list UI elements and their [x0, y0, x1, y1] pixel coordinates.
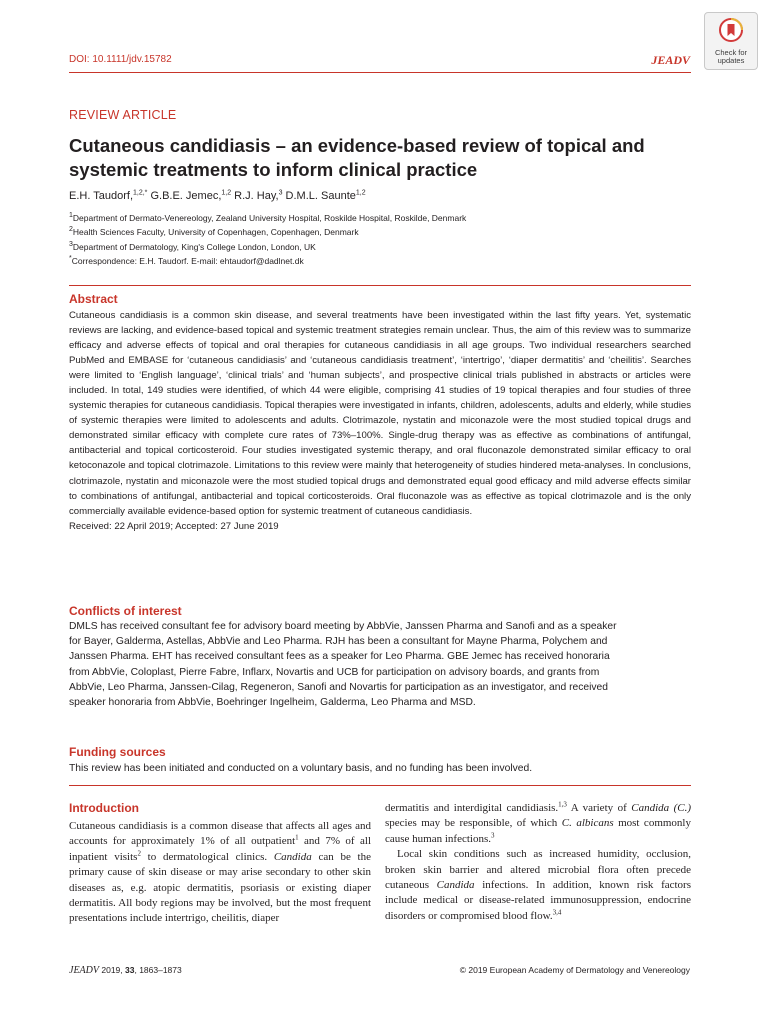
funding-heading: Funding sources: [69, 745, 166, 759]
author-affil: 3: [278, 189, 283, 197]
affiliations: [69, 211, 466, 268]
author-affil: 1,2: [221, 189, 232, 197]
article-title: Cutaneous candidiasis – an evidence-based review of topical and systemic treatments to inform clinical practice: [69, 135, 645, 180]
citation[interactable]: 3: [491, 831, 495, 840]
badge-line-1: Check for: [714, 48, 748, 57]
citation[interactable]: 2: [137, 849, 141, 858]
author-list: [69, 190, 366, 202]
section-rule: [69, 785, 691, 786]
affiliation-line: $^3$Department of Dermatology, King's College London, London, UK: [69, 240, 316, 252]
author-affil: 1,2: [355, 189, 366, 197]
citation[interactable]: 3,4: [552, 908, 562, 917]
citation[interactable]: 1: [295, 833, 299, 842]
footer-citation: JEADV 2019, 33, 1863–1873: [69, 965, 182, 976]
footer-copyright: © 2019 European Academy of Dermatology and Venereology: [459, 965, 690, 975]
intro-column-1: Cutaneous candidiasis is a common disease that affects all ages and accounts for approximately 1% of all outpatient$^1$ and 7% of all inpatient visits$^2$ to dermatological clinics. Candida can be the primary cause of skin disease or may arise secondary to other skin diseases as, e.g. atopic dermatitis, psoriasis or existing diaper dermatitis. All body regions may be involved, but the most frequent presentations include intertrigo, cheilitis, diaper: [69, 820, 371, 925]
author-affil: 1,2,*: [133, 189, 148, 197]
badge-line-2: updates: [717, 56, 745, 65]
intro-column-2: dermatitis and interdigital candidiasis.$^{1,3}$ A variety of Candida (C.) species may be responsible, of which C. albicans most commonly cause human infections.$^3$ Local skin conditions such as increased humidity, occlusion, broken skin barrier and altered microbial flora often precede cutaneous Candida infections. In addition, known risk factors include medical or disease-related immunosuppression, endocrine disorders or compromised blood flow.$^{3,4}$: [385, 801, 691, 924]
journal-name: JEADV: [651, 53, 690, 67]
author-name[interactable]: D.M.L. Saunte: [282, 190, 356, 202]
conflicts-text: DMLS has received consultant fee for advisory board meeting by AbbVie, Janssen Pharma and Sanofi and as a speaker for Bayer, Galderma, Astellas, AbbVie and Leo Pharma. RJH has been a consultant for Mayne Pharma, Polychem and Janssen Pharma. EHT has received consultant fees as a speaker for Leo Pharma. GBE Jemec has received honoraria from AbbVie, Coloplast, Pierre Fabre, Inflarx, Novartis and UCB for participation on advisory boards, and grants from AbbVie, Leo Pharma, Janssen-Cilag, Regeneron, Sanofi and Novartis for participation as an investigator, and received speaker honoraria from AbbVie, Boehringer Ingelheim, Galderma, Leo Pharma and MSD.: [69, 621, 617, 709]
check-for-updates-badge[interactable]: [704, 12, 758, 70]
funding-text: This review has been initiated and conducted on a voluntary basis, and no funding has been involved.: [69, 763, 533, 774]
affiliation-line: $^2$Health Sciences Faculty, University of Copenhagen, Copenhagen, Denmark: [69, 226, 359, 238]
bookmark-update-icon: [719, 18, 743, 42]
doi[interactable]: DOI: 10.1111/jdv.15782: [69, 54, 172, 65]
author-name[interactable]: G.B.E. Jemec,: [147, 190, 222, 202]
author-name[interactable]: E.H. Taudorf,: [69, 190, 133, 202]
header-rule: [69, 72, 691, 73]
conflicts-heading: Conflicts of interest: [69, 604, 182, 618]
correspondence-line: *Correspondence: E.H. Taudorf. E-mail: ehtaudorf@dadlnet.dk: [69, 255, 304, 266]
citation[interactable]: 1,3: [558, 800, 567, 809]
received-dates: Received: 22 April 2019; Accepted: 27 June 2019: [69, 520, 279, 532]
article-type: REVIEW ARTICLE: [69, 108, 177, 122]
section-rule: [69, 285, 691, 286]
abstract-text: Cutaneous candidiasis is a common skin disease, and several treatments have been investigated within the last fifty years. Yet, systematic reviews are lacking, and evidence-based topical and systemic treatment strategies remain unclear. Thus, the aim of this review was to summarize efficacy and adverse effects of topical and oral therapies for cutaneous candidiasis in all age groups. Two individual researchers searched PubMed and EMBASE for ‘cutaneous candidiasis’ and ‘cutaneous candidiasis treatment’, ‘intertrigo’, ‘diaper dermatitis’ and ‘cheilitis’. Searches were limited to ‘English language’, ‘clinical trials’ and ‘human subjects’, and prospective clinical trials published in abstracts or articles were included. In total, 149 studies were identified, of which 44 were eligible, comprising 41 studies of 19 topical therapies and four studies of three systemic therapies for cutaneous candidiasis. Topical therapies were investigated in infants, children, adolescents, adults and elderly, while studies of systemic therapies were limited to adolescents and adults. Clotrimazole, nystatin and miconazole were the most studied topical drugs and demonstrated similar efficacy with complete cure rates of 73%–100%. Single-drug therapy was as effective as combinations of antifungal, antibacterial and topical corticosteroid. Four studies investigated systemic therapy, and oral fluconazole demonstrated similar efficacy to oral ketoconazole and topical clotrimazole. Limitations to this review were mainly that heterogeneity of studies hindered meta-analyses. In conclusions, clotrimazole, nystatin and miconazole were the most studied topical drugs and demonstrated equal good efficacy and mild adverse effects similar to combinations of antifungal, antibacterial and topical corticosteroids. Oral fluconazole was as effective as topical clotrimazole and is the only commercially available evidence-based option for systemic treatment of cutaneous candidiasis. Received: 22 April 2019; Accepted: 27 June 2019: [69, 310, 691, 532]
affiliation-line: $^1$Department of Dermato-Venereology, Zealand University Hospital, Roskilde Hospital, Roskilde, Denmark: [69, 212, 467, 223]
abstract-heading: Abstract: [69, 292, 118, 306]
intro-paragraph-2: Local skin conditions such as increased humidity, occlusion, broken skin barrier and altered microbial flora often precede cutaneous Candida infections. In addition, known risk factors include medical or disease-related immunosuppression, endocrine disorders or compromised blood flow.$^{3,4}$: [385, 848, 692, 922]
introduction-heading: Introduction: [69, 801, 139, 815]
author-name[interactable]: R.J. Hay,: [231, 190, 279, 202]
